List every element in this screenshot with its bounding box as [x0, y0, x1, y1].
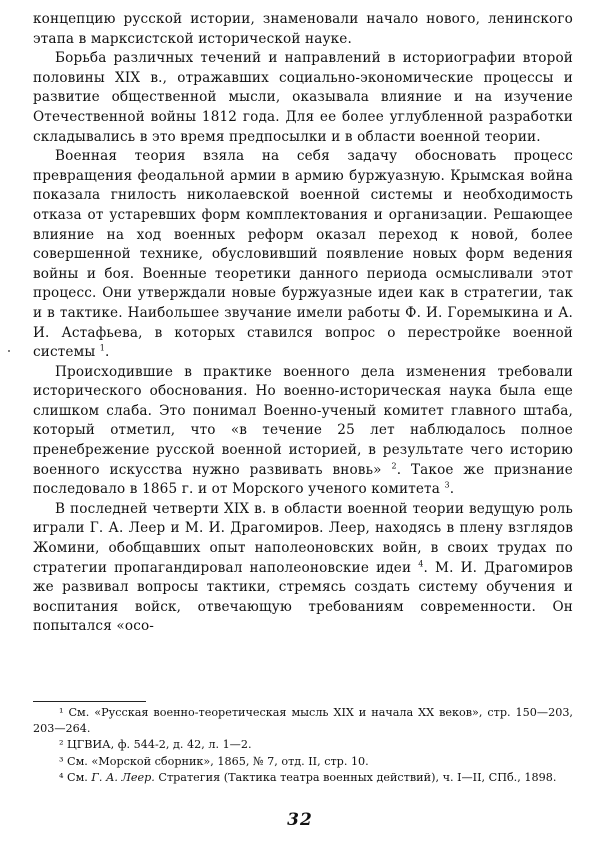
footnote-ref-4: 4: [418, 559, 424, 569]
footnote-4: ⁴ См. Г. А. Леер. Стратегия (Тактика театра военных действий), ч. I—II, СПб., 1898.: [59, 770, 557, 784]
footnotes: [33, 705, 573, 786]
paragraph-military-theory: Военная теория взяла на себя задачу обосновать процесс превращения феодальной армии в армию буржуазную. Крымская война показала гнилость николаевской военной системы и необходимость отказа от устаревших форм комплектования и организации. Решающее влияние на ход военных реформ оказал переход к новой, более совершенной технике, обусловивший появление новых форм ведения войны и боя. Военные теоретики данного периода осмысливали этот процесс. Они утверждали новые буржуазные идеи как в стратегии, так и в тактике. Наибольшее звучание имели работы Ф. И. Горемыкина и А. И. Астафьева, в которых ставился вопрос о перестройке военной системы $^1$.: [33, 148, 573, 361]
main-text: [33, 10, 573, 637]
paragraph-leer-dragomirov: В последней четверти XIX в. в области военной теории ведущую роль играли Г. А. Леер и М. И. Драгомиров. Леер, находясь в плену взглядов Жомини, обобщавших опыт наполеоновских войн, в своих трудах по стратегии пропагандировал наполеоновские идеи $^4$. М. И. Драгомиров же развивал вопросы тактики, стремясь создать систему обучения и воспитания войск, отвечающую требованиям современности. Он попытался «осо-: [33, 500, 573, 635]
margin-mark: [8, 350, 10, 352]
paragraph-historiography: Борьба различных течений и направлений в историографии второй половины XIX в., отражавших социально-экономические процессы и развитие общественной мысли, оказывала влияние и на изучение Отечественной войны 1812 года. Для ее более углубленной разработки складывались в это время предпосылки и в области военной теории.: [33, 50, 573, 145]
footnote-divider: [33, 701, 146, 702]
paragraph-continuation: концепцию русской истории, знаменовали начало нового, ленинского этапа в марксистской исторической науке.: [33, 11, 573, 47]
paragraph-historical-basis: Происходившие в практике военного дела изменения требовали исторического обоснования. Но военно-историческая наука была еще слишком слаба. Это понимал Военно-ученый комитет главного штаба, который отметил, что «в течение 25 лет наблюдалось полное пренебрежение русской военной историей, в результате чего историю военного искусства нужно развивать вновь» $^2$. Такое же признание последовало в 1865 г. и от Морского ученого комитета $^3$.: [33, 363, 573, 498]
footnote-ref-3: 3: [444, 480, 450, 490]
footnote-ref-1: 1: [99, 343, 106, 353]
footnote-3: ³ См. «Морской сборник», 1865, № 7, отд. II, стр. 10.: [59, 754, 369, 768]
footnote-4-author: Г. А. Леер.: [91, 770, 155, 784]
page-number: 32: [287, 810, 313, 830]
footnote-1: ¹ См. «Русская военно-теоретическая мысль XIX и начала XX веков», стр. 150—203, 203—264.: [33, 706, 573, 736]
footnote-2: ² ЦГВИА, ф. 544-2, д. 42, л. 1—2.: [59, 738, 252, 752]
footnote-ref-2: 2: [391, 461, 397, 471]
